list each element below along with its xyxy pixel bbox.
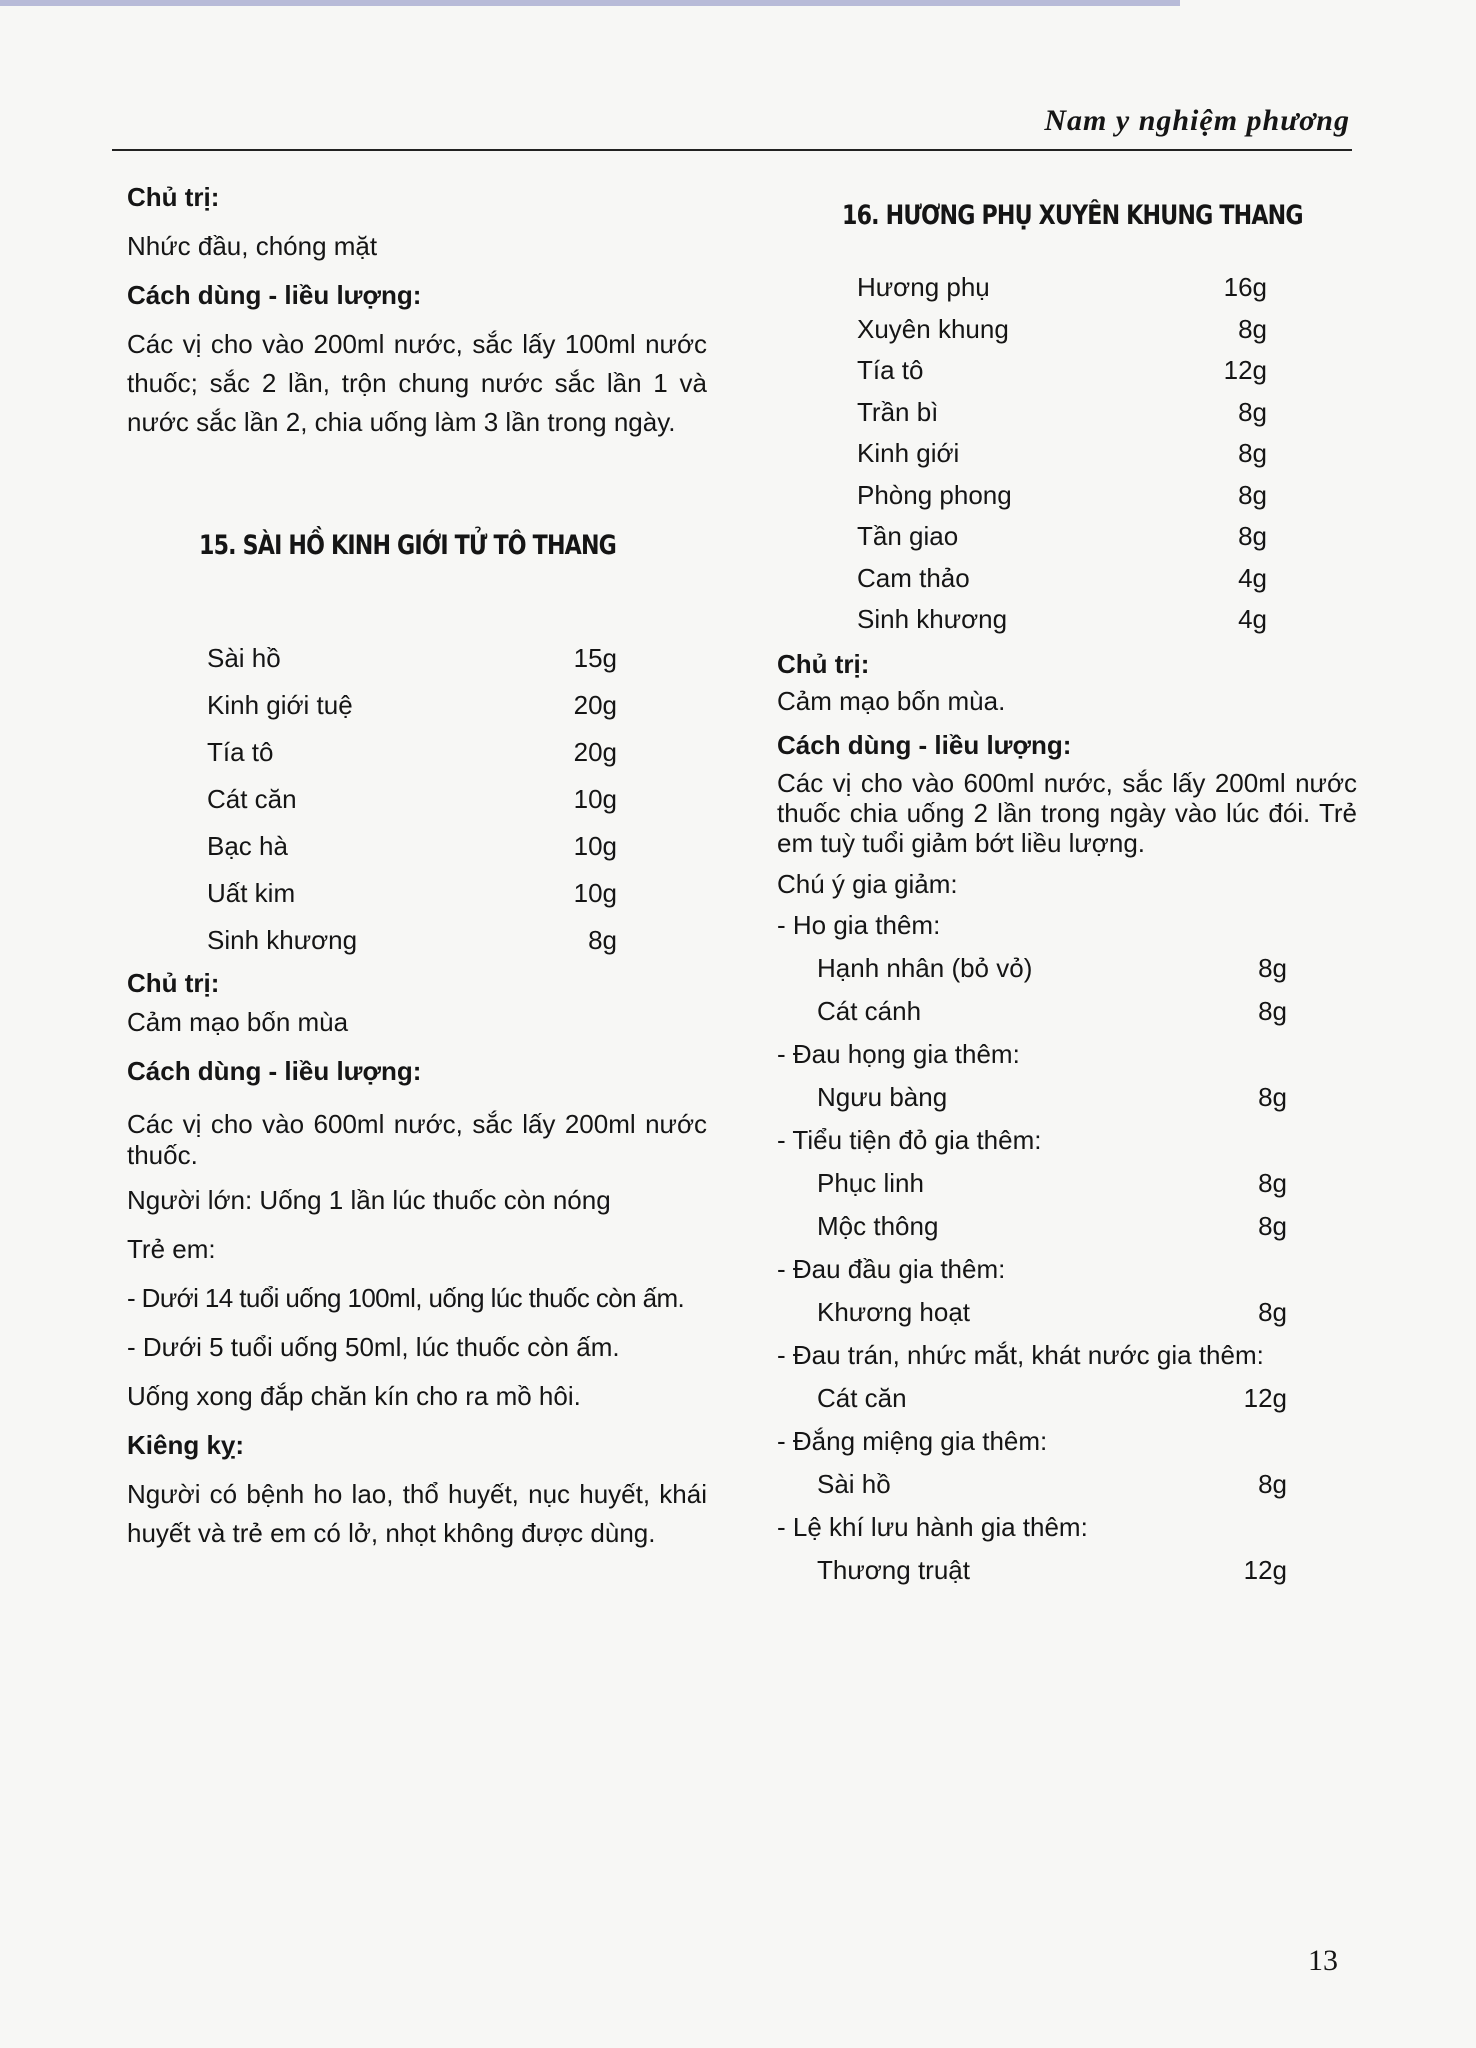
recipe-15-child-label: Trẻ em: — [127, 1234, 216, 1264]
recipe-15-contra-text: Người có bệnh ho lao, thổ huyết, nục huyết, khái huyết và trẻ em có lở, nhọt không được dùng. — [127, 1479, 707, 1548]
adjustment-condition: - Đắng miệng gia thêm: — [777, 1425, 1048, 1456]
ingredient-row — [857, 309, 1267, 351]
ingredient-name: Cát căn — [207, 784, 297, 814]
ingredient-amount: 8g — [1258, 952, 1287, 983]
adjustment-condition: - Ho gia thêm: — [777, 909, 941, 940]
ingredient-name: Xuyên khung — [857, 313, 1009, 344]
ingredient-row — [857, 475, 1267, 517]
ingredient-row — [817, 1549, 1287, 1592]
usage-label: Cách dùng - liều lượng: — [127, 280, 422, 310]
ingredient-row — [857, 267, 1267, 309]
right-column — [777, 190, 1357, 1592]
ingredient-row — [817, 1162, 1287, 1205]
ingredient-row — [817, 1377, 1287, 1420]
ingredient-name: Mộc thông — [817, 1210, 939, 1241]
ingredient-amount: 4g — [1238, 562, 1267, 593]
ingredient-name: Khương hoạt — [817, 1296, 971, 1327]
adjustment-items — [817, 1549, 1287, 1592]
ingredient-amount: 4g — [1238, 604, 1267, 634]
ingredient-name: Sài hồ — [207, 643, 281, 673]
ingredient-row — [207, 682, 617, 729]
ingredient-row — [817, 1291, 1287, 1334]
ingredient-name: Uất kim — [207, 878, 296, 908]
ingredient-name: Sài hồ — [817, 1468, 891, 1499]
indication-label: Chủ trị: — [127, 182, 220, 212]
ingredient-amount: 8g — [1258, 1081, 1287, 1112]
ingredient-row — [857, 392, 1267, 434]
ingredient-row — [857, 350, 1267, 392]
header-rule — [112, 149, 1352, 151]
adjustment-items — [817, 1076, 1287, 1119]
adjustment-condition: - Đau trán, nhức mắt, khát nước gia thêm: — [777, 1339, 1264, 1370]
recipe-15-under14-text: - Dưới 14 tuổi uống 100ml, uống lúc thuốc còn ấm. — [127, 1283, 685, 1313]
ingredient-name: Kinh giới — [857, 438, 960, 468]
ingredient-name: Sinh khương — [857, 604, 1008, 634]
ingredient-name: Tần giao — [857, 521, 959, 551]
scan-top-strip — [0, 0, 1180, 6]
ingredient-name: Tía tô — [857, 355, 924, 385]
page-number: 13 — [1308, 1944, 1338, 1977]
ingredient-name: Tía tô — [207, 737, 274, 767]
ingredient-amount: 8g — [1258, 1468, 1287, 1499]
ingredient-amount: 8g — [1258, 995, 1287, 1026]
ingredient-name: Kinh giới tuệ — [207, 690, 353, 720]
ingredient-row — [857, 433, 1267, 475]
ingredient-row — [817, 1076, 1287, 1119]
recipe-15-title: 15. SÀI HỒ KINH GIỚI TỬ TÔ THANG — [199, 530, 617, 561]
recipe-15-usage-label: Cách dùng - liều lượng: — [127, 1056, 422, 1086]
ingredient-row — [207, 635, 617, 682]
ingredient-amount: 10g — [573, 831, 617, 861]
ingredient-amount: 20g — [573, 690, 617, 720]
ingredient-row — [207, 870, 617, 917]
ingredient-row — [857, 516, 1267, 558]
adjustment-condition: - Đau họng gia thêm: — [777, 1038, 1020, 1069]
recipe-15-contra-label: Kiêng kỵ: — [127, 1430, 245, 1460]
ingredient-amount: 8g — [1238, 479, 1267, 510]
ingredient-amount: 8g — [1258, 1296, 1287, 1327]
recipe-15-indication-text: Cảm mạo bốn mùa — [127, 1007, 349, 1037]
left-column — [127, 178, 707, 1553]
ingredient-amount: 8g — [588, 925, 617, 955]
ingredient-name: Phục linh — [817, 1167, 924, 1198]
ingredient-row — [817, 1205, 1287, 1248]
ingredient-row — [817, 947, 1287, 990]
recipe-15-ingredients — [207, 635, 617, 964]
ingredient-name: Thương truật — [817, 1554, 970, 1585]
running-header: Nam y nghiệm phương — [1044, 104, 1350, 137]
usage-text: Các vị cho vào 200ml nước, sắc lấy 100ml nước thuốc; sắc 2 lần, trộn chung nước sắc lần 1 và nước sắc lần 2, chia uống làm 3 lần trong ngày. — [127, 329, 707, 437]
recipe-16-indication-label: Chủ trị: — [777, 648, 870, 679]
adjustment-items — [817, 1377, 1287, 1420]
adjustment-condition: - Đau đầu gia thêm: — [777, 1253, 1006, 1284]
adjustment-items — [817, 947, 1287, 1033]
recipe-15-usage-text: Các vị cho vào 600ml nước, sắc lấy 200ml nước thuốc. — [127, 1109, 707, 1170]
ingredient-amount: 8g — [1238, 521, 1267, 551]
ingredient-row — [817, 1463, 1287, 1506]
ingredient-row — [817, 990, 1287, 1033]
ingredient-row — [857, 599, 1267, 641]
indication-text: Nhức đầu, chóng mặt — [127, 231, 378, 261]
ingredient-name: Cát cánh — [817, 995, 922, 1026]
ingredient-amount: 12g — [1243, 1554, 1287, 1585]
ingredient-amount: 20g — [573, 737, 617, 767]
recipe-16-title: 16. HƯƠNG PHỤ XUYÊN KHUNG THANG — [842, 200, 1303, 231]
ingredient-name: Hương phụ — [857, 272, 990, 302]
recipe-16-adjustments — [777, 904, 1357, 1592]
ingredient-row — [207, 776, 617, 823]
ingredient-name: Hạnh nhân (bỏ vỏ) — [817, 952, 1033, 983]
recipe-16-adjust-label: Chú ý gia giảm: — [777, 868, 958, 899]
ingredient-name: Sinh khương — [207, 925, 358, 955]
adjustment-items — [817, 1162, 1287, 1248]
adjustment-items — [817, 1291, 1287, 1334]
ingredient-amount: 12g — [1223, 355, 1267, 385]
ingredient-amount: 8g — [1238, 438, 1267, 468]
ingredient-name: Cam thảo — [857, 562, 970, 593]
ingredient-amount: 15g — [573, 643, 617, 673]
ingredient-amount: 8g — [1258, 1210, 1287, 1241]
ingredient-amount: 16g — [1223, 272, 1267, 302]
recipe-15-adult-text: Người lớn: Uống 1 lần lúc thuốc còn nóng — [127, 1185, 611, 1215]
adjustment-condition: - Lệ khí lưu hành gia thêm: — [777, 1511, 1088, 1542]
ingredient-amount: 8g — [1238, 396, 1267, 427]
ingredient-row — [857, 558, 1267, 600]
recipe-15-after-text: Uống xong đắp chăn kín cho ra mồ hôi. — [127, 1381, 581, 1411]
ingredient-name: Cát căn — [817, 1382, 907, 1413]
ingredient-amount: 8g — [1258, 1167, 1287, 1198]
recipe-15-indication-label: Chủ trị: — [127, 968, 220, 998]
ingredient-amount: 10g — [573, 878, 617, 908]
ingredient-name: Ngưu bàng — [817, 1081, 948, 1112]
ingredient-name: Trần bì — [857, 396, 939, 427]
recipe-15-under5-text: - Dưới 5 tuổi uống 50ml, lúc thuốc còn ấm. — [127, 1332, 620, 1362]
ingredient-amount: 10g — [573, 784, 617, 814]
ingredient-row — [207, 729, 617, 776]
ingredient-amount: 8g — [1238, 313, 1267, 344]
adjustment-items — [817, 1463, 1287, 1506]
ingredient-row — [207, 917, 617, 964]
recipe-16-indication-text: Cảm mạo bốn mùa. — [777, 685, 1006, 716]
recipe-16-usage-label: Cách dùng - liều lượng: — [777, 729, 1072, 760]
ingredient-row — [207, 823, 617, 870]
ingredient-name: Bạc hà — [207, 831, 288, 861]
ingredient-amount: 12g — [1243, 1382, 1287, 1413]
recipe-16-usage-text: Các vị cho vào 600ml nước, sắc lấy 200ml nước thuốc chia uống 2 lần trong ngày vào lúc đói. Trẻ em tuỳ tuổi giảm bớt liều lượng. — [777, 767, 1357, 858]
adjustment-condition: - Tiểu tiện đỏ gia thêm: — [777, 1124, 1042, 1155]
recipe-16-ingredients — [857, 267, 1267, 641]
ingredient-name: Phòng phong — [857, 479, 1012, 510]
